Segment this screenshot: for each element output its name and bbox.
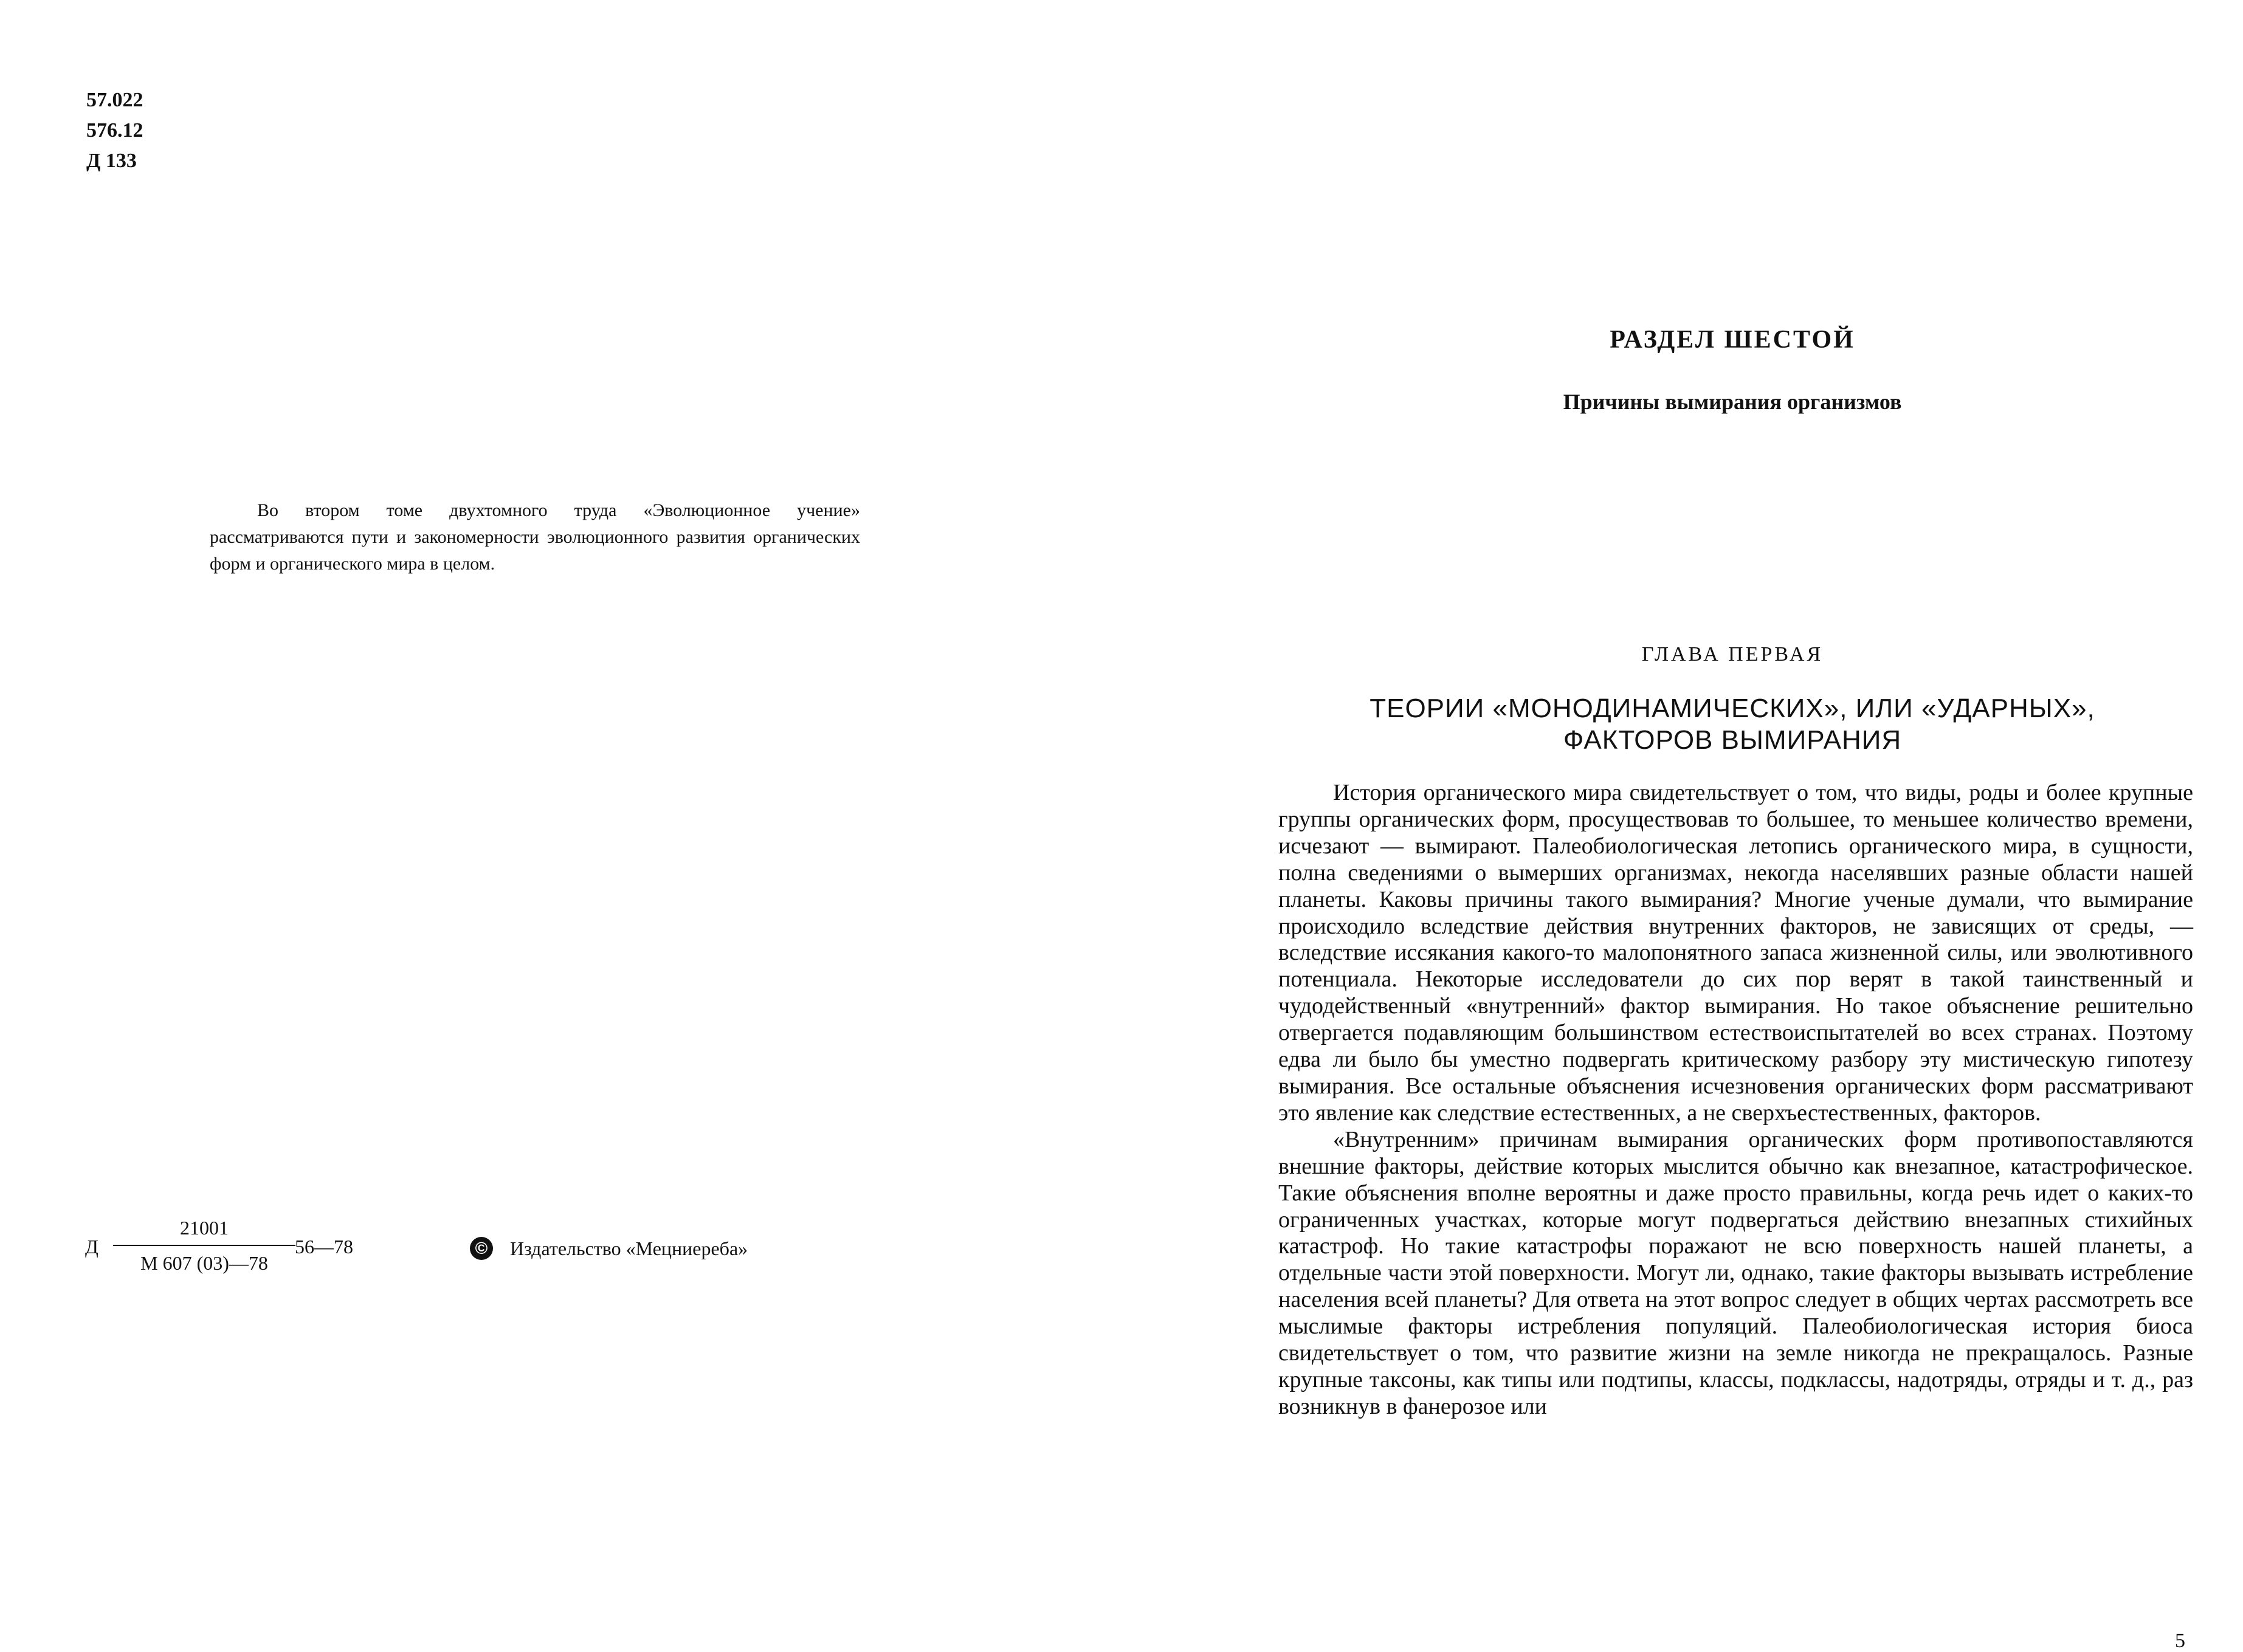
chapter-label: ГЛАВА ПЕРВАЯ [1641, 643, 1824, 666]
chapter-title-line: ФАКТОРОВ ВЫМИРАНИЯ [1563, 725, 1902, 755]
copyright-icon: © [470, 1237, 493, 1260]
chapter-body [1278, 780, 2193, 1420]
udk-line: 57.022 [86, 89, 143, 111]
udk-classification [86, 85, 143, 176]
catalog-prefix: Д [85, 1236, 98, 1258]
publisher-imprint [470, 1237, 748, 1260]
section-subtitle: Причины вымирания организмов [1563, 390, 1902, 414]
section-title: РАЗДЕЛ ШЕСТОЙ [1610, 326, 1855, 354]
chapter-title [1277, 693, 2188, 756]
publisher-name: Издательство «Мецниереба» [510, 1237, 748, 1259]
body-paragraph: История органического мира свидетельствует о том, что виды, роды и более крупные группы органических форм, просуществовав то большее, то меньшее количество времени, исчезают — вымирают. Палеобиологическая летопись органического мира, в сущности, полна сведениями о вымерших организмах, некогда населявших разные области нашей планеты. Каковы причины такого вымирания? Многие ученые думали, что вымирание происходило вследствие действия внутренних факторов, не зависящих от среды, — вследствие иссякания какого-то малопонятного запаса жизненной силы, или эволютивного потенциала. Некоторые исследователи до сих пор верят в такой таинственный и чудодейственный «внутренний» фактор вымирания. Но такое объяснение решительно отвергается подавляющим большинством естествоиспытателей во всех странах. Поэтому едва ли было бы уместно подвергать критическому разбору эту мистическую гипотезу вымирания. Все остальные объяснения исчезновения органических форм рассматривают это явление как следствие естественных, а не сверхъестественных, факторов. [1278, 780, 2193, 1126]
udk-line: Д 133 [86, 150, 137, 172]
annotation-text: Во втором томе двухтомного труда «Эволюционное учение» рассматриваются пути и закономерности эволюционного развития органических форм и органического мира в целом. [210, 500, 860, 574]
page-number: 5 [2175, 1630, 2185, 1652]
udk-line: 576.12 [86, 119, 143, 142]
catalog-numerator: 21001 [180, 1217, 229, 1239]
catalog-denominator: М 607 (03)—78 [140, 1252, 268, 1274]
catalog-fraction [113, 1214, 295, 1276]
body-paragraph: «Внутренним» причинам вымирания органических форм противопоставляются внешние факторы, действие которых мыслится обычно как внезапное, катастрофическое. Такие объяснения вполне вероятны и даже просто правильны, когда речь идет о каких-то ограниченных участках, которые могут подвергаться действию внезапных стихийных катастроф. Но такие катастрофы поражают не всю поверхность нашей планеты, а отдельные части этой поверхности. Могут ли, однако, такие факторы вызывать истребление населения всей планеты? Для ответа на этот вопрос следует в общих чертах рассмотреть все мыслимые факторы истребления популяций. Палеобиологическая история биоса свидетельствует о том, что развитие жизни на земле никогда не прекращалось. Разные крупные таксоны, как типы или подтипы, классы, подклассы, надотряды, отряды и т. д., раз возникнув в фанерозое или [1278, 1126, 2193, 1419]
fraction-rule [113, 1245, 295, 1246]
book-annotation [210, 497, 860, 577]
catalog-suffix: 56—78 [295, 1236, 353, 1258]
chapter-title-line: ТЕОРИИ «МОНОДИНАМИЧЕСКИХ», ИЛИ «УДАРНЫХ», [1370, 693, 2095, 723]
